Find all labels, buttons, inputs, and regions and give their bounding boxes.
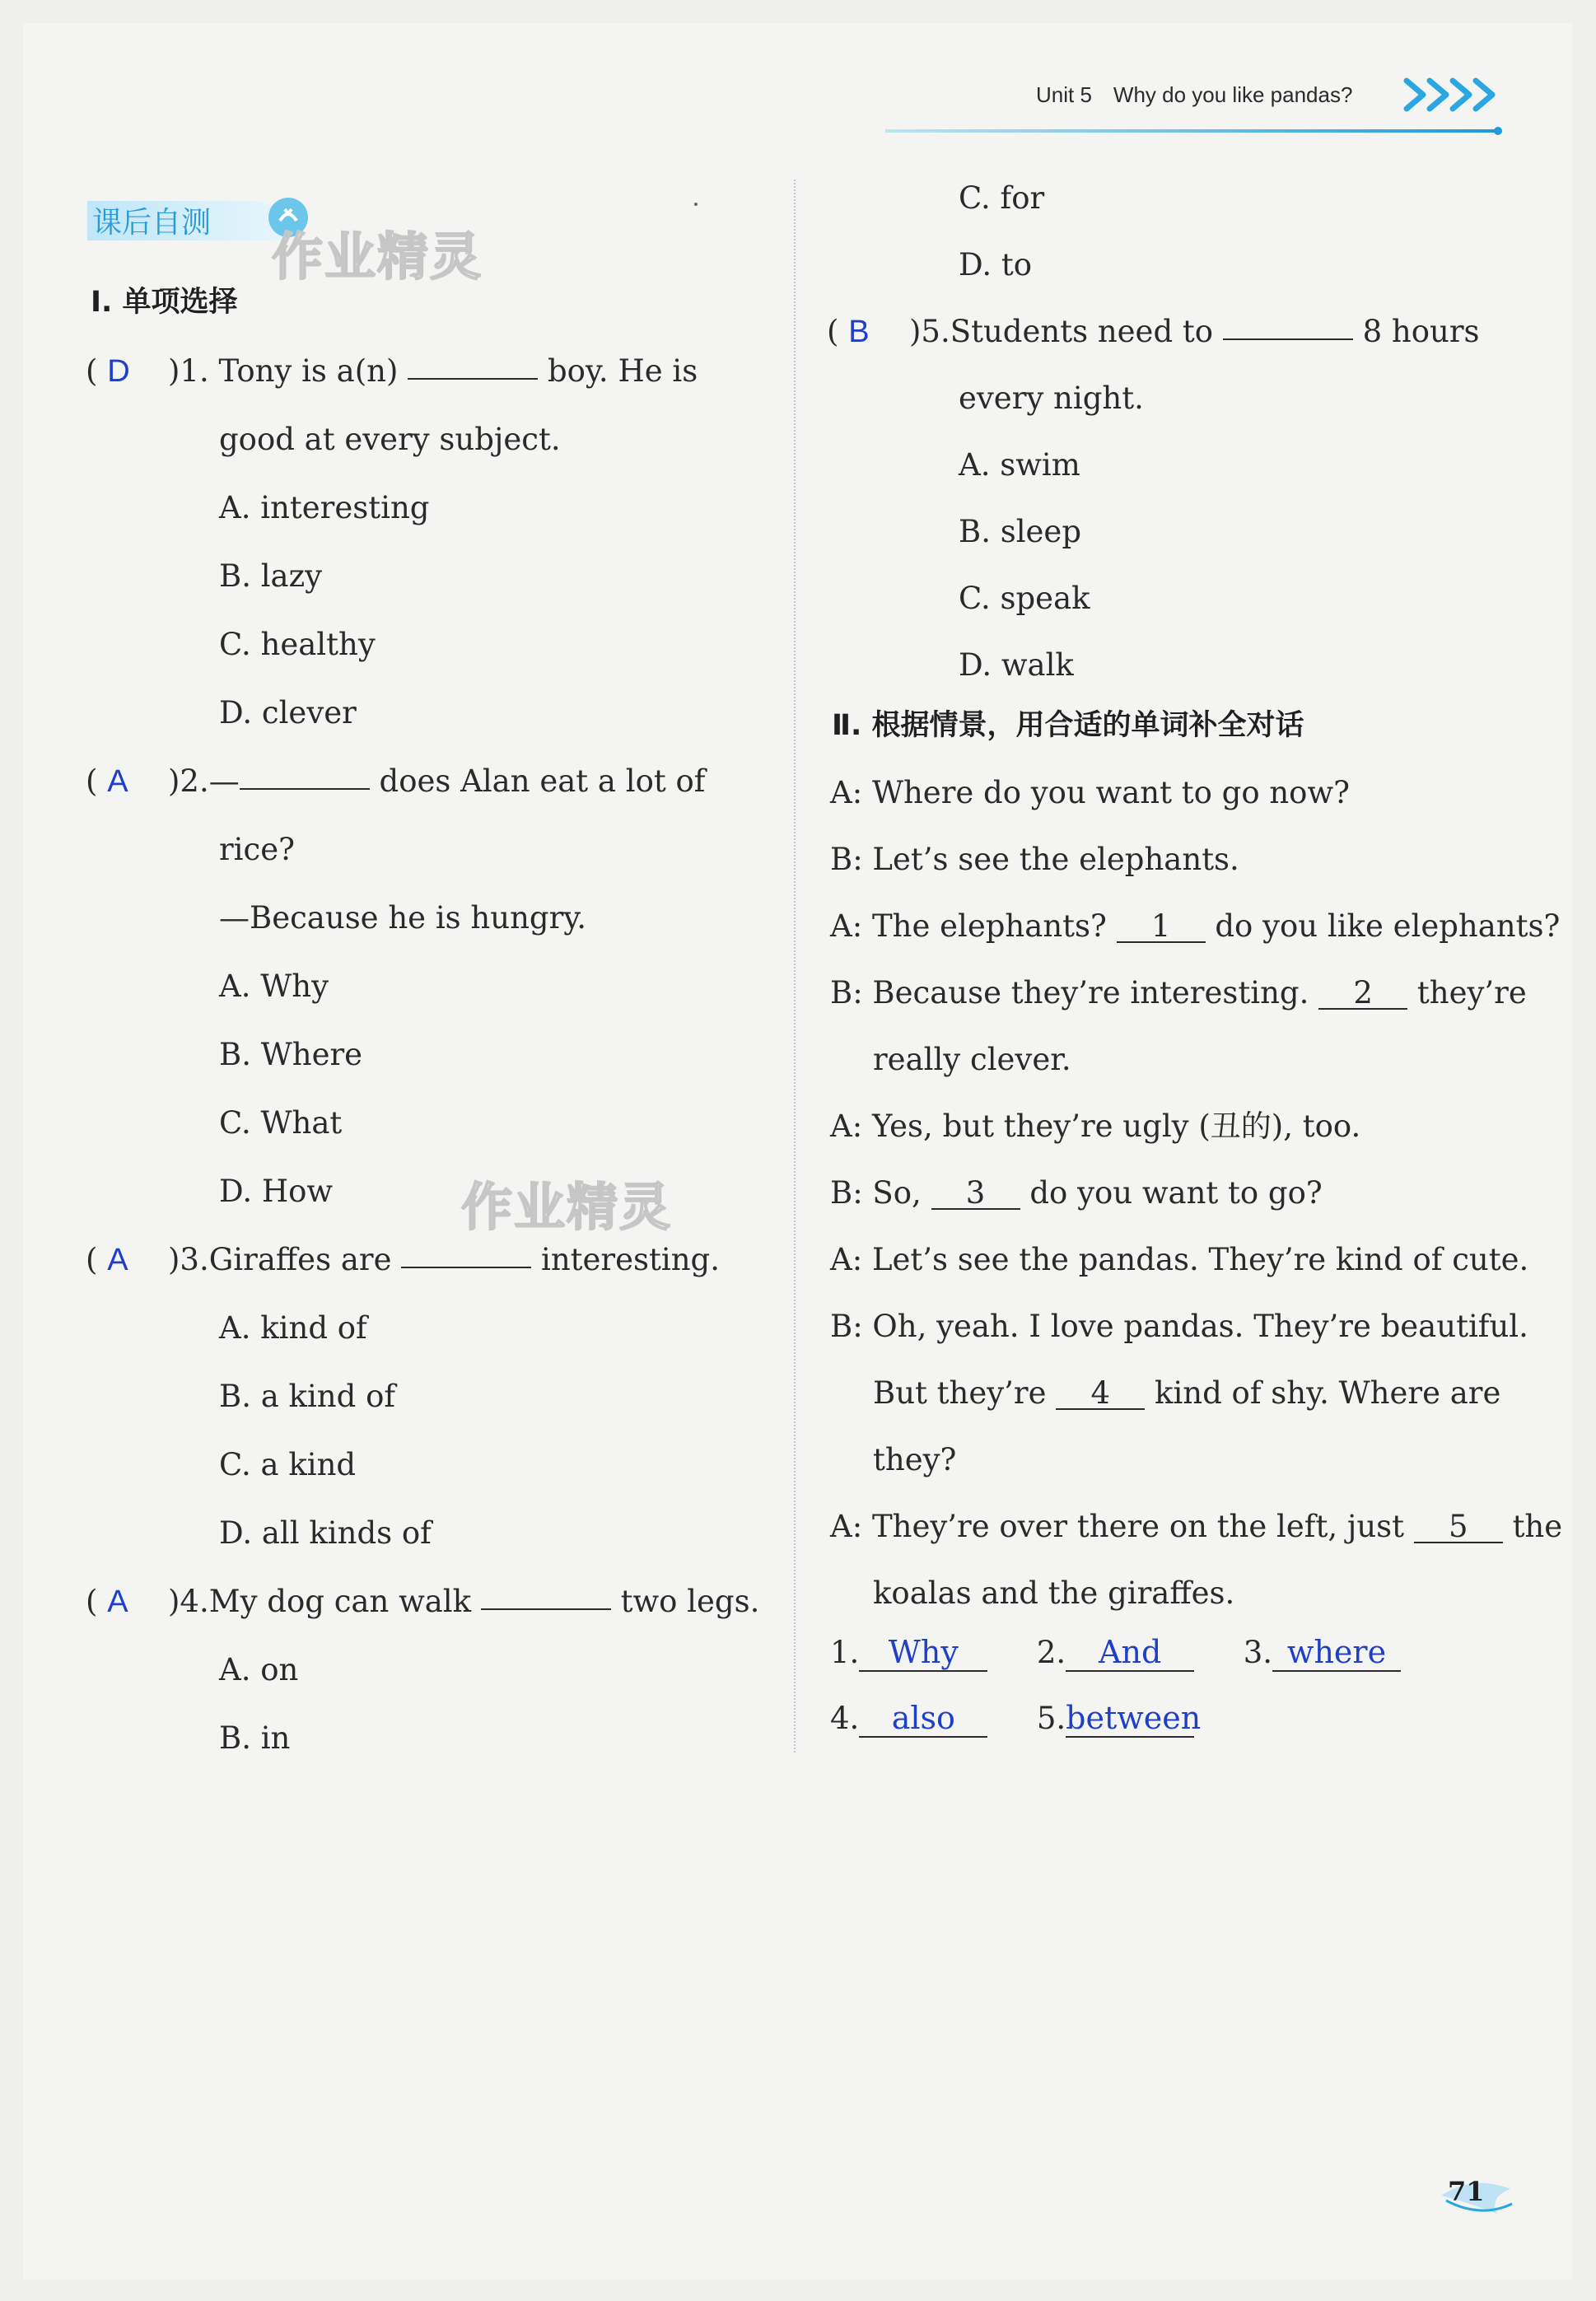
dialogue-line: A: Let’s see the pandas. They’re kind of cute. (830, 1242, 1529, 1277)
option: B. lazy (219, 558, 323, 594)
option: B. a kind of (219, 1379, 396, 1414)
numbered-blank: 2 (1318, 978, 1407, 1010)
column-divider (794, 180, 796, 1753)
answer-blank (408, 377, 538, 380)
page-number-badge (1440, 2171, 1514, 2224)
unit-title: Why do you like pandas? (1113, 82, 1353, 107)
dialogue-line: they? (873, 1442, 957, 1477)
option: A. Why (219, 968, 329, 1004)
option: A. interesting (219, 490, 430, 525)
stray-dot (694, 203, 698, 206)
option: C. for (959, 180, 1045, 216)
answer-blank (240, 787, 370, 790)
answer-blank (1223, 338, 1353, 340)
watermark: 作业精灵 (461, 1177, 673, 1237)
section-tag-label: 课后自测 (92, 206, 212, 240)
option: C. speak (959, 581, 1090, 616)
page-header (1036, 82, 1352, 108)
question-text: good at every subject. (219, 422, 561, 457)
question-5: ( B )5.Students need to 8 hours (827, 314, 1480, 349)
answer-mark: A (107, 1243, 128, 1277)
filled-answer: Why (859, 1636, 987, 1672)
answer-mark: A (107, 764, 128, 799)
watermark: 作业精灵 (272, 226, 483, 287)
question-3: ( A )3.Giraffes are interesting. (86, 1242, 720, 1277)
option: A. swim (959, 447, 1080, 483)
option: D. all kinds of (219, 1515, 432, 1551)
question-text: every night. (959, 380, 1144, 416)
dialogue-line: B: Oh, yeah. I love pandas. They’re beautiful. (830, 1309, 1528, 1344)
dialogue-line: A: Where do you want to go now? (830, 775, 1350, 810)
option: C. a kind (219, 1447, 357, 1482)
dialogue-line: A: The elephants? 1 do you like elephants? (830, 908, 1561, 944)
header-rule (885, 127, 1505, 137)
option: D. walk (959, 647, 1074, 683)
dialogue-line: koalas and the giraffes. (873, 1575, 1235, 1611)
question-text: rice? (219, 832, 295, 867)
numbered-blank: 3 (931, 1178, 1020, 1210)
answer-row: 1. Why 2. And 3. where (830, 1636, 1401, 1672)
dialogue-line: A: Yes, but they’re ugly (丑的), too. (830, 1108, 1361, 1144)
filled-answer: where (1272, 1636, 1401, 1672)
section-1-title: Ⅰ. 单项选择 (91, 286, 238, 319)
chevrons-icon (1400, 74, 1507, 115)
numbered-blank: 5 (1414, 1511, 1503, 1543)
option: A. kind of (219, 1310, 367, 1346)
numbered-blank: 1 (1117, 911, 1206, 943)
question-text: —Because he is hungry. (219, 900, 587, 936)
answer-blank (481, 1608, 611, 1610)
answer-blank (401, 1266, 531, 1268)
dialogue-line: A: They’re over there on the left, just 5 the (830, 1509, 1563, 1544)
option: B. Where (219, 1037, 363, 1072)
question-1: ( D )1. Tony is a(n) boy. He is (86, 353, 698, 389)
unit-label: Unit 5 (1036, 82, 1092, 107)
filled-answer: And (1066, 1636, 1194, 1672)
option: C. healthy (219, 627, 376, 662)
question-2: ( A )2.— does Alan eat a lot of (86, 763, 706, 799)
filled-answer: also (859, 1701, 987, 1738)
option: D. clever (219, 695, 357, 730)
option: D. to (959, 247, 1033, 282)
option: B. sleep (959, 514, 1082, 549)
question-4: ( A )4.My dog can walk two legs. (86, 1584, 760, 1619)
dialogue-line: B: Because they’re interesting. 2 they’re (830, 975, 1527, 1010)
dialogue-line: B: So, 3 do you want to go? (830, 1175, 1323, 1211)
option: A. on (219, 1652, 299, 1687)
filled-answer: between (1066, 1700, 1202, 1736)
option: B. in (219, 1720, 291, 1756)
dialogue-line: B: Let’s see the elephants. (830, 842, 1239, 877)
section-2-title: Ⅱ. 根据情景，用合适的单词补全对话 (832, 709, 1304, 742)
option: D. How (219, 1174, 334, 1209)
page-number: 71 (1448, 2176, 1485, 2207)
option: C. What (219, 1105, 343, 1141)
numbered-blank: 4 (1056, 1378, 1145, 1410)
dialogue-line: But they’re 4 kind of shy. Where are (873, 1375, 1501, 1411)
answer-row: 4. also 5.between (830, 1700, 1202, 1736)
answer-mark: A (107, 1585, 128, 1619)
answer-mark: B (848, 315, 870, 349)
answer-mark: D (107, 354, 130, 389)
dialogue-line: really clever. (873, 1042, 1071, 1077)
